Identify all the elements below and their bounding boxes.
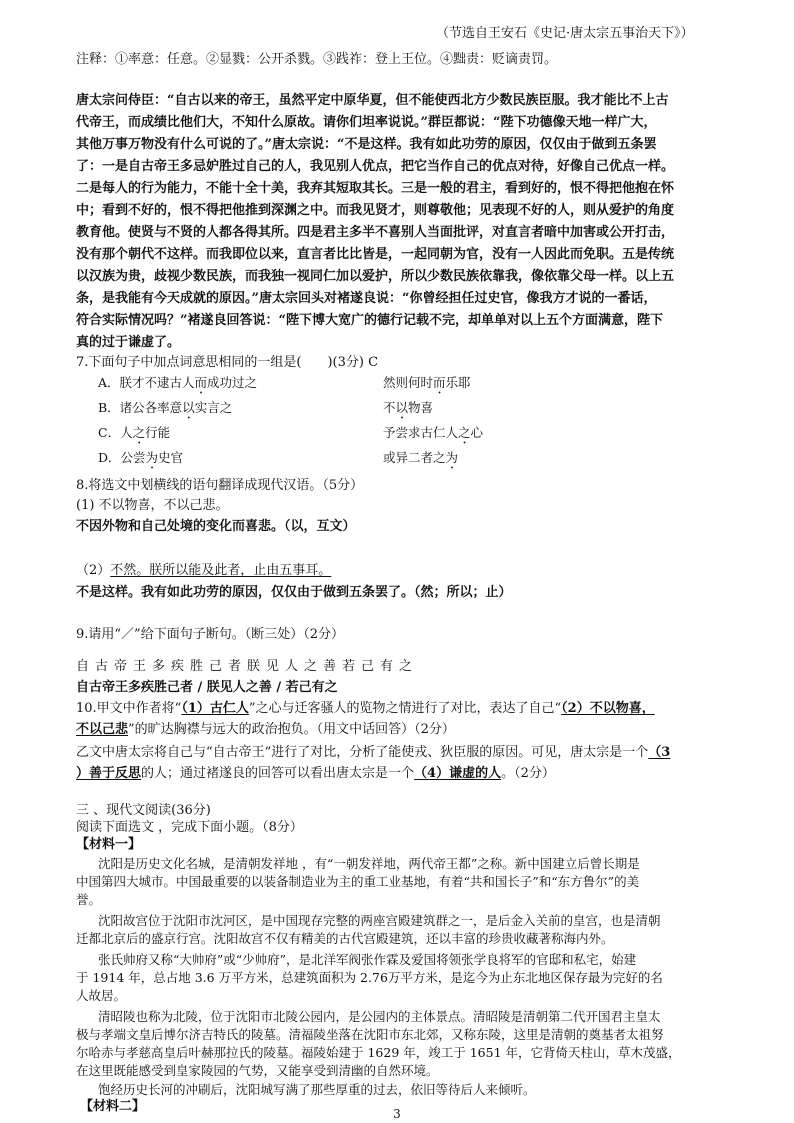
dotted-word: 为 [445,450,459,465]
material-line: 清昭陵也称为北陵，位于沈阳市北陵公园内，是公园内的主体景点。清昭陵是清朝第二代开国君主皇太 [98,1009,661,1024]
option-text: 不 [383,400,396,415]
material-line: 沈阳故宫位于沈阳市沈河区，是中国现存完整的两座宫殿建筑群之一，是后金入关前的皇宫，也是清朝 [98,913,661,928]
material-line: 沈阳是历史文化名城，是清朝发祥地 ，有“一朝发祥地，两代帝王都”之称。新中国建立后曾长期是 [98,856,640,871]
passage-line: 唐太宗问侍臣：“自古以来的帝王，虽然平定中原华夏，但不能使西北方少数民族臣服。我才能比不上古 [76,93,669,108]
dotted-word: 以 [395,400,409,415]
q7-option-a [98,373,698,397]
answer-blank: （1）古仁人 [181,701,249,716]
q10-text: ”的旷达胸襟与远大的政治抱负。（用文中话回答）（2分） [128,722,455,737]
material-line: 迁都北京后的盛京行宫。沈阳故宫不仅有精美的古代宫殿建筑，还以丰富的珍贵收藏著称海内外。 [76,931,614,946]
q10-line-2 [76,720,455,740]
option-text: 或异二者之 [383,450,446,465]
option-text: 乐耶 [445,375,471,390]
passage-line: 了：一是自古帝王多忌妒胜过自己的人，我见别人优点，把它当作自己的优点对待，好像自己优点一样。 [76,159,675,174]
material-line: 人故居。 [76,988,127,1003]
material-line: 在这里既能感受到皇家陵园的气势，又能享受到清幽的自然环境。 [76,1063,439,1078]
option-text: A．朕才不逮古人 [98,375,195,390]
q10-text: ”之心与迁客骚人的览物之情进行了对比，表达了自己“ [248,701,562,716]
material-line: 誉。 [76,892,102,907]
q10-line-4 [76,764,555,784]
section-3-title: 三 、现代文阅读(36分) [76,803,211,818]
q8-answer-1: 不因外物和自己处境的变化而喜悲。（以，互文） [76,519,356,534]
page-number: 3 [393,1107,401,1121]
q7-option-c [98,423,698,447]
passage-line: 条，是我能有今天成就的原因。”唐太宗回头对褚遂良说：“你曾经担任过史官，像我方才说的一番话， [76,291,657,306]
q10-text: 10.甲文中作者将“ [76,701,182,716]
q7-stem: 7.下面句子中加点词意思相同的一组是( )(3分) C [76,355,379,370]
q10-line-1 [76,699,655,719]
passage-line: 教育他。使贤与不贤的人都各得其所。四是君主多半不喜别人当面批评，对直言者暗中加害或公开打击， [76,225,675,240]
q10-line-3 [76,743,670,763]
option-text: 物喜 [408,400,434,415]
answer-blank: （3 [648,745,671,760]
answer-blank: （2）不以物喜， [561,701,655,716]
passage-line: 中；看到不好的，恨不得把他推到深渊之中。而我见贤才，则尊敬他；见表现不好的人，则从爱护的角度 [76,203,675,218]
passage-line: 真的过于谦虚了。 [76,335,181,350]
material-2-heading: 【材料二】 [80,1099,146,1114]
dotted-word: 以 [182,400,195,415]
material-line: 饱经历史长河的冲刷后，沈阳城写满了那些厚重的过去，依旧等待后人来倾听。 [98,1082,536,1097]
q8-sentence-1: (1) 不以物喜，不以己悲。 [76,498,229,513]
answer-blank: （4）谦虚的人 [414,766,502,781]
section-3-intro: 阅读下面选文 ，完成下面小题。（8分） [76,820,303,835]
q8-stem: 8.将选文中划横线的语句翻译成现代汉语。（5分） [76,478,364,493]
q10-text: 乙文中唐太宗将自己与“自古帝王”进行了对比，分析了能使戎、狄臣服的原因。可见，唐太宗是一个 [76,745,649,760]
material-line: 尔哈赤与孝慈高皇后叶赫那拉氏的陵墓。福陵始建于 1629 年，竣工于 1651 年，它背倚天柱山，草木茂盛， [76,1045,681,1060]
option-text: 心 [470,425,484,440]
item-label: （2） [76,563,111,578]
passage-line: 没有那个朝代不这样。而我即位以来，直言者比比皆是，一起同朝为官，没有一人因此而免职。五是传统 [76,247,675,262]
answer-blank: 不以己悲 [76,722,129,737]
q10-text: 的人；通过褚遂良的回答可以看出唐太宗是一个 [141,766,415,781]
material-line: 于 1914 年，总占地 3.6 万平方米，总建筑面积为 2.76万平方米，是迄今为止东北地区保存最为完好的名 [76,970,663,985]
q8-answer-2: 不是这样。我有如此功劳的原因，仅仅由于做到五条罢了。（然；所以；止） [76,585,512,600]
source-note: （节选自王安石《史记·唐太宗五事治天下》） [436,26,694,41]
answer-blank: ）善于反思 [76,766,142,781]
q9-answer: 自古帝王多疾胜己者 / 朕见人之善 / 若己有之 [76,680,338,695]
dotted-word: 之 [132,425,146,440]
passage-line: 以汉族为贵，歧视少数民族，而我独一视同仁加以爱护，所以少数民族依靠我，像依靠父母一样。以上五 [76,269,675,284]
dotted-word: 而 [194,375,208,390]
dotted-word: 而 [433,375,446,390]
material-line: 张氏帅府又称“大帅府”或“少帅府”，是北洋军阀张作霖及爱国将领张学良将军的官邸和私宅，始建 [98,952,637,967]
material-line: 极与孝端文皇后博尔济吉特氏的陵墓。清福陵坐落在沈阳市东北郊，又称东陵，这里是清朝的奠基者太祖努 [76,1027,664,1042]
material-1-heading: 【材料一】 [76,837,142,852]
dotted-word: 为 [145,450,159,465]
passage-line: 二是每人的行为能力，不能十全十美，我弃其短取其长。三是一般的君主，看到好的，恨不得把他抱在怀 [76,181,675,196]
underlined-sentence: 不然。朕所以能及此者，止由五事耳。 [110,563,332,578]
option-text: D．公尝 [98,450,146,465]
q9-sentence: 自古帝王多疾胜己者朕见人之善若己有之 [76,659,419,674]
passage-line: 代帝王，而成绩比他们大，不知什么原故。请你们坦率说说。”群臣都说：“陛下功德像天地一样广大， [76,115,657,130]
q9-stem: 9.请用“／”给下面句子断句。（断三处）（2分） [76,627,344,642]
passage-line: 符合实际情况吗？”褚遂良回答说：“陛下博大宽广的德行记载不完，却单单对以上五个方面满意，陛下 [76,313,663,328]
option-text: 行能 [145,425,171,440]
option-text: 成功过之 [207,375,258,390]
annotation-line: 注释：①率意：任意。②显戮：公开杀戮。③践祚：登上王位。④黜责：贬谪责罚。 [76,52,558,67]
q8-sentence-2 [76,561,331,581]
passage-line: 其他万事万物没有什么可说的了。”唐太宗说：“不是这样。我有如此功劳的原因，仅仅由于做到五条罢 [76,137,657,152]
option-text: 然则何时 [383,375,434,390]
option-text: 予尝求古仁人 [383,425,459,440]
q7-option-b [98,398,698,422]
q7-option-d [98,448,698,472]
material-line: 中国第四大城市。中国最重要的以装备制造业为主的重工业基地，有着“共和国长子”和“东方鲁尔”的美 [76,874,640,889]
option-text: C．人 [98,425,133,440]
option-text: 史官 [158,450,184,465]
option-text: B．诸公各率意 [98,400,183,415]
dotted-word: 之 [458,425,471,440]
q10-text: 。（2分） [501,766,555,781]
option-text: 实言之 [194,400,233,415]
